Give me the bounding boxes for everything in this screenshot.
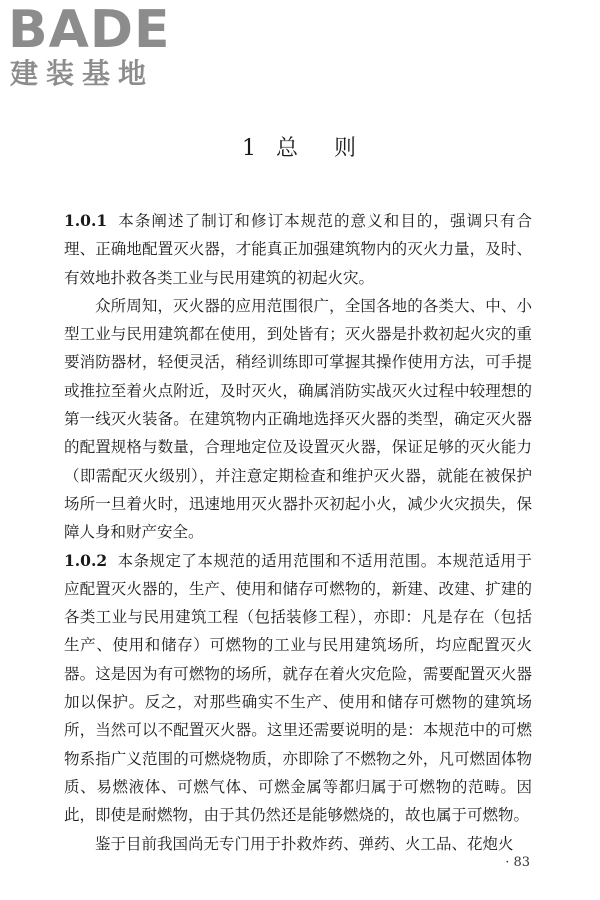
chapter-title	[0, 134, 600, 164]
logo-subtitle: 建装基地	[10, 57, 155, 90]
body-text	[64, 207, 532, 858]
paragraph-continuation	[64, 830, 532, 858]
chapter-title-char-2: 则	[334, 136, 359, 161]
brand-logo	[4, 2, 184, 94]
paragraph-text: 本条阐述了制订和修订本规范的意义和目的，强调只有合理、正确地配置灭火器，才能真正加强建筑物内的灭火力量，及时、有效地扑救各类工业与民用建筑的初起火灾。	[64, 212, 532, 287]
paragraph-1-0-1	[64, 207, 532, 292]
paragraph-text: 众所周知，灭火器的应用范围很广，全国各地的各类大、中、小型工业与民用建筑都在使用，到处皆有；灭火器是扑救初起火灾的重要消防器材，轻便灵活，稍经训练即可掌握其操作使用方法，可手提或推拉至着火点附近，及时灭火，确属消防实战灭火过程中较理想的第一线灭火装备。在建筑物内正确地选择灭火器的类型，确定灭火器的配置规格与数量，合理地定位及设置灭火器，保证足够的灭火能力（即需配灭火级别），并注意定期检查和维护灭火器，就能在被保护场所一旦着火时，迅速地用灭火器扑灭初起小火，减少火灾损失，保障人身和财产安全。	[64, 296, 532, 542]
paragraph-text: 本条规定了本规范的适用范围和不适用范围。本规范适用于应配置灭火器的，生产、使用和储存可燃物的，新建、改建、扩建的各类工业与民用建筑工程（包括装修工程），亦即：凡是存在（包括生产、使用和储存）可燃物的工业与民用建筑场所，均应配置灭火器。这是因为有可燃物的场所，就存在着火灾危险，需要配置灭火器加以保护。反之，对那些确实不生产、使用和储存可燃物的建筑场所，当然可以不配置灭火器。这里还需要说明的是：本规范中的可燃物系指广义范围的可燃烧物质，亦即除了不燃物之外，凡可燃固体物质、易燃液体、可燃气体、可燃金属等都归属于可燃物的范畴。因此，即使是耐燃物，由于其仍然还是能够燃烧的，故也属于可燃物。	[64, 551, 532, 825]
logo-wordmark: BADE	[8, 0, 171, 60]
chapter-title-char-1: 总	[275, 136, 300, 161]
page-number: · 83	[505, 855, 530, 870]
chapter-number: 1	[241, 136, 258, 161]
clause-number: 1.0.1	[64, 211, 108, 230]
paragraph-continuation	[64, 292, 532, 547]
paragraph-text: 鉴于目前我国尚无专门用于扑救炸药、弹药、火工品、花炮火	[95, 834, 514, 853]
clause-number: 1.0.2	[64, 550, 108, 570]
paragraph-1-0-2	[64, 547, 532, 830]
